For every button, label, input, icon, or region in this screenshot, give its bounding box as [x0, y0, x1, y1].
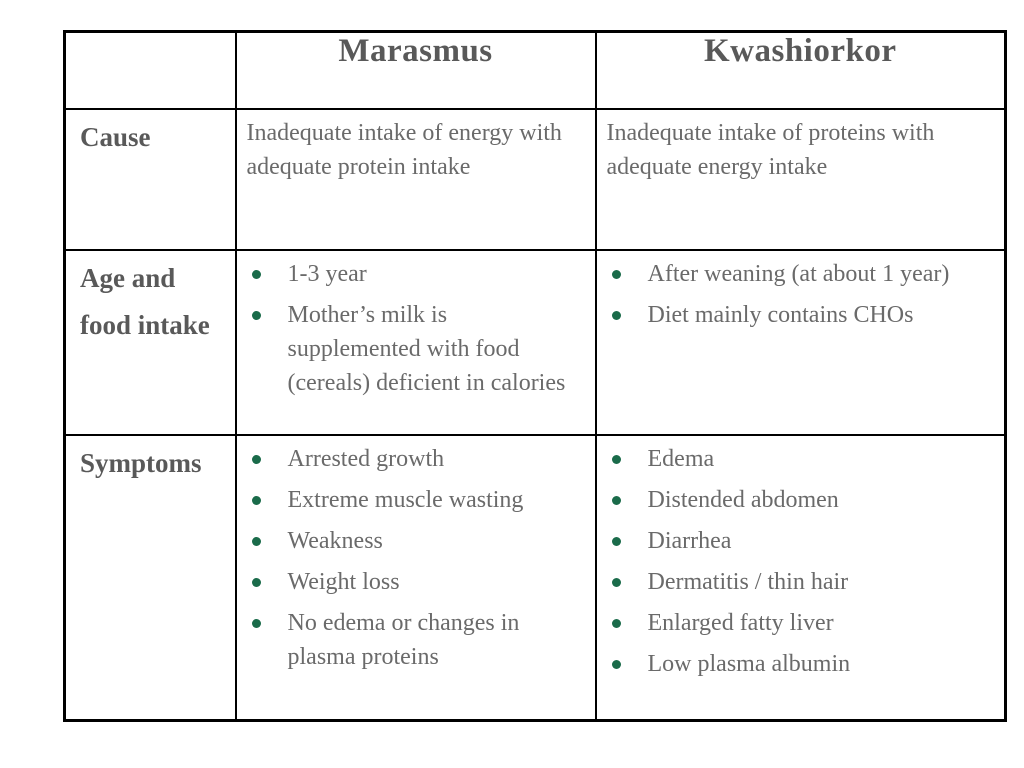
- list-item-text: No edema or changes in plasma proteins: [287, 609, 520, 670]
- table-row-cause: [65, 109, 1006, 250]
- header-cell-empty: [65, 32, 236, 109]
- list-item-text: After weaning (at about 1 year): [647, 260, 950, 287]
- list-item: [609, 257, 995, 291]
- row-label-age-food-intake: [65, 250, 236, 435]
- list-item: [249, 298, 585, 400]
- list-item: [609, 442, 995, 476]
- list-item: [609, 298, 995, 332]
- bullet-icon: [612, 660, 621, 669]
- row-label-cause: [65, 109, 236, 250]
- bullet-icon: [612, 537, 621, 546]
- list-item: [249, 524, 585, 558]
- list-item-text: Diarrhea: [647, 527, 732, 554]
- list-item-text: Arrested growth: [287, 445, 445, 472]
- symptoms-marasmus-cell: [236, 435, 596, 721]
- bullet-icon: [252, 537, 261, 546]
- list-item-text: Weakness: [287, 527, 383, 554]
- table-row-symptoms: [65, 435, 1006, 721]
- bullet-icon: [252, 619, 261, 628]
- list-item: [609, 647, 995, 681]
- age-kwashiorkor-cell: [596, 250, 1006, 435]
- list-item-text: 1-3 year: [287, 260, 367, 287]
- age-marasmus-cell: [236, 250, 596, 435]
- list-item: [249, 442, 585, 476]
- symptoms-kwashiorkor-cell: [596, 435, 1006, 721]
- cause-kwashiorkor-cell: Inadequate intake of proteins with adequate energy intake: [596, 109, 1006, 250]
- list-item: [249, 483, 585, 517]
- list-item: [609, 483, 995, 517]
- bullet-icon: [612, 496, 621, 505]
- list-item-text: Dermatitis / thin hair: [647, 568, 849, 595]
- list-item: [249, 606, 585, 674]
- list-item-text: Low plasma albumin: [647, 650, 851, 677]
- row-label-text: Symptoms: [80, 447, 202, 478]
- table-header-row: [65, 32, 1006, 109]
- list-item-text: Edema: [647, 445, 715, 472]
- list-item: [609, 524, 995, 558]
- list-item: [609, 606, 995, 640]
- list-item-text: Extreme muscle wasting: [287, 486, 524, 513]
- bullet-icon: [612, 455, 621, 464]
- bullet-icon: [612, 270, 621, 279]
- comparison-table: [63, 30, 1007, 722]
- header-cell-kwashiorkor: Kwashiorkor: [596, 32, 1006, 109]
- list-item: [249, 565, 585, 599]
- list-item-text: Weight loss: [287, 568, 400, 595]
- bullet-icon: [252, 311, 261, 320]
- bullet-icon: [612, 578, 621, 587]
- bullet-icon: [252, 496, 261, 505]
- row-label-text: Age and food intake: [80, 262, 210, 340]
- row-label-text: Cause: [80, 121, 151, 152]
- bullet-icon: [612, 311, 621, 320]
- row-label-symptoms: [65, 435, 236, 721]
- list-item: [249, 257, 585, 291]
- list-item-text: Mother’s milk is supplemented with food (cereals) deficient in calories: [287, 301, 566, 396]
- cause-marasmus-cell: Inadequate intake of energy with adequate protein intake: [236, 109, 596, 250]
- list-item: [609, 565, 995, 599]
- table-row-age-food-intake: [65, 250, 1006, 435]
- bullet-icon: [612, 619, 621, 628]
- header-cell-marasmus: Marasmus: [236, 32, 596, 109]
- bullet-icon: [252, 270, 261, 279]
- list-item-text: Enlarged fatty liver: [647, 609, 834, 636]
- list-item-text: Diet mainly contains CHOs: [647, 301, 914, 328]
- list-item-text: Distended abdomen: [647, 486, 839, 513]
- bullet-icon: [252, 578, 261, 587]
- bullet-icon: [252, 455, 261, 464]
